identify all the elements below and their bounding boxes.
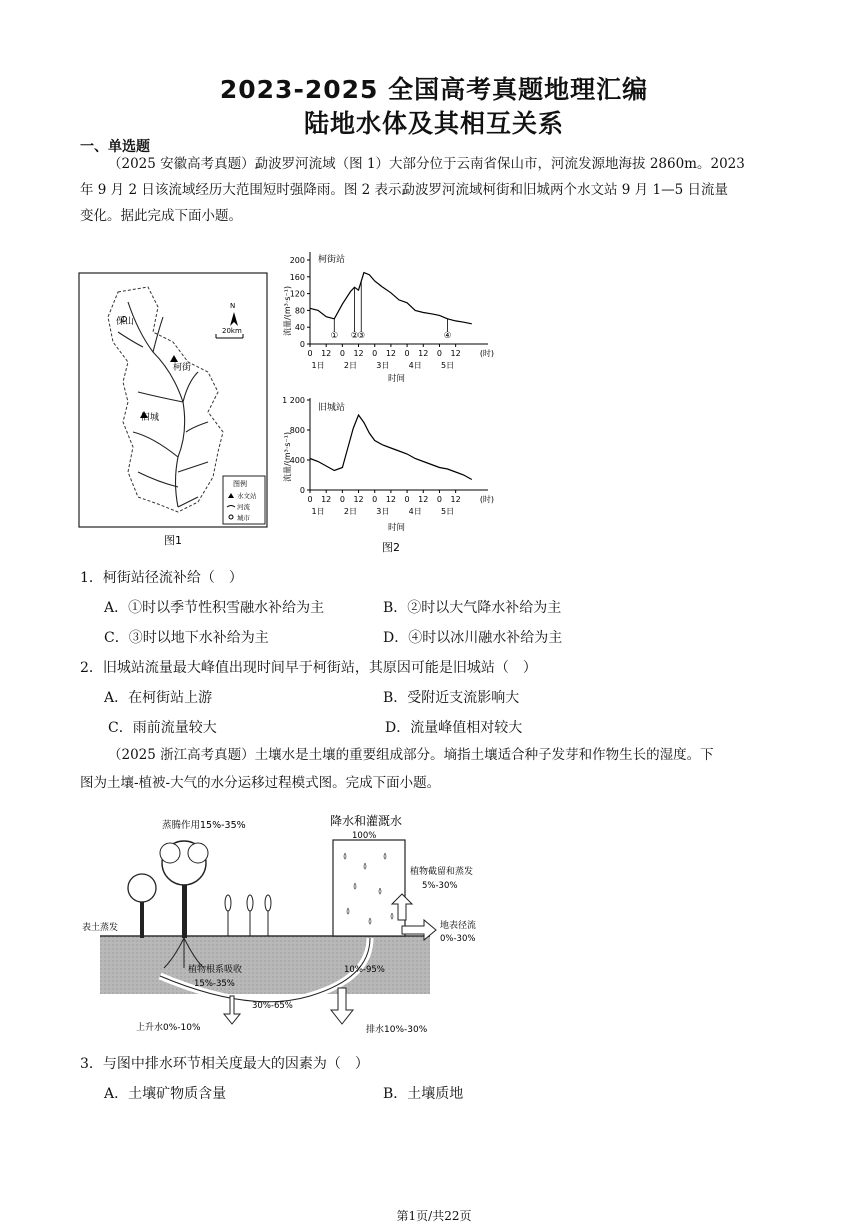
top-xunit: (时) bbox=[479, 349, 495, 358]
top-day-label: 2日 bbox=[343, 361, 358, 370]
bottom-xunit: (时) bbox=[479, 495, 495, 504]
bottom-ytick-label: 800 bbox=[289, 426, 305, 435]
label-interception-pct: 5%-30% bbox=[422, 881, 458, 891]
bottom-day-label: 3日 bbox=[376, 507, 390, 516]
bottom-ytick-label: 400 bbox=[289, 456, 305, 465]
label-baoshan: 保山 bbox=[116, 317, 135, 327]
basin-map-figure bbox=[78, 272, 268, 552]
legend-title: 图例 bbox=[233, 480, 247, 488]
marker-label: ③ bbox=[357, 331, 366, 341]
kejie-station-icon bbox=[170, 355, 178, 362]
intro1-line2: 年 9 月 2 日该流域经历大范围短时强降雨。图 2 表示勐波罗河流域柯街和旧城两个水文站 9 月 1—5 日流量 bbox=[80, 182, 728, 198]
soil-water-diagram bbox=[80, 808, 500, 1043]
bottom-xtick-label: 12 bbox=[450, 495, 461, 504]
label-runoff: 地表径流 bbox=[440, 921, 477, 931]
bottom-day-label: 5日 bbox=[440, 507, 455, 516]
bottom-ylabel: 流量/(m³·s⁻¹) bbox=[283, 431, 292, 482]
top-xtick-label: 12 bbox=[321, 349, 332, 358]
bottom-xtick-label: 12 bbox=[353, 495, 364, 504]
label-infiltration: 10%-95% bbox=[344, 965, 385, 975]
label-kejie: 柯街 bbox=[173, 363, 192, 373]
bottom-xtick-label: 0 bbox=[372, 495, 378, 504]
top-xlabel: 时间 bbox=[388, 374, 406, 384]
top-xtick-label: 12 bbox=[385, 349, 397, 358]
q2-option-c[interactable]: C．雨前流量较大 bbox=[108, 720, 217, 736]
label-storage: 30%-65% bbox=[252, 1001, 293, 1011]
label-jiucheng: 旧城 bbox=[141, 413, 160, 423]
top-ytick-label: 40 bbox=[294, 323, 305, 333]
bottom-xtick-label: 12 bbox=[418, 495, 429, 504]
label-rise: 上升水0%-10% bbox=[136, 1023, 201, 1033]
intro1-line3: 变化。据此完成下面小题。 bbox=[80, 208, 242, 224]
q1-option-d[interactable]: D．④时以冰川融水补给为主 bbox=[383, 630, 563, 646]
north-arrow-icon bbox=[230, 312, 238, 326]
fig1-caption: 图1 bbox=[164, 534, 182, 547]
top-ytick-label: 200 bbox=[289, 256, 305, 265]
top-day-label: 3日 bbox=[376, 361, 390, 370]
top-ytick-label: 160 bbox=[289, 272, 305, 282]
top-xtick-label: 0 bbox=[372, 349, 378, 358]
label-rain-pct: 100% bbox=[352, 831, 377, 841]
bottom-xtick-label: 0 bbox=[339, 495, 345, 504]
bottom-day-label: 4日 bbox=[408, 507, 422, 516]
question-3: 3．与图中排水环节相关度最大的因素为（ ） bbox=[80, 1056, 369, 1072]
marker-label: ① bbox=[330, 331, 339, 341]
q1-option-a[interactable]: A．①时以季节性积雪融水补给为主 bbox=[104, 600, 325, 616]
top-ylabel: 流量/(m³·s⁻¹) bbox=[283, 285, 292, 336]
marker-label: ② bbox=[350, 331, 359, 341]
top-station-label: 柯街站 bbox=[318, 255, 346, 265]
top-day-label: 4日 bbox=[408, 361, 422, 370]
label-soil-evap: 表土蒸发 bbox=[82, 923, 119, 933]
small-tree-icon bbox=[128, 874, 156, 938]
top-xtick-label: 12 bbox=[418, 349, 429, 358]
question-2: 2．旧城站流量最大峰值出现时间早于柯街站，其原因可能是旧城站（ ） bbox=[80, 660, 537, 676]
bottom-xtick-label: 12 bbox=[385, 495, 397, 504]
intro2-line1: （2025 浙江高考真题）土壤水是土壤的重要组成部分。墒指土壤适合种子发芽和作物生长的湿度。下 bbox=[108, 747, 714, 763]
top-xtick-label: 0 bbox=[307, 349, 313, 358]
bottom-xlabel: 时间 bbox=[388, 523, 406, 533]
label-transpiration: 蒸腾作用15%-35% bbox=[162, 820, 246, 831]
section-heading: 一、单选题 bbox=[80, 139, 150, 155]
q2-option-d[interactable]: D．流量峰值相对较大 bbox=[385, 720, 523, 736]
label-runoff-pct: 0%-30% bbox=[440, 934, 476, 944]
hydrograph-figure bbox=[278, 240, 508, 560]
bottom-ytick-label: 0 bbox=[299, 486, 305, 495]
tree-icon bbox=[160, 841, 208, 938]
top-ytick-label: 80 bbox=[294, 306, 305, 316]
bottom-xtick-label: 0 bbox=[436, 495, 443, 504]
bottom-xtick-label: 0 bbox=[307, 495, 313, 504]
label-root-pct: 15%-35% bbox=[194, 979, 235, 989]
top-day-label: 1日 bbox=[311, 361, 325, 370]
top-xtick-label: 0 bbox=[436, 349, 443, 358]
q2-option-a[interactable]: A．在柯街站上游 bbox=[104, 690, 213, 706]
q1-option-c[interactable]: C．③时以地下水补给为主 bbox=[104, 630, 269, 646]
bottom-xtick-label: 0 bbox=[404, 495, 410, 504]
legend-river: 河流 bbox=[237, 503, 250, 511]
scale-label: 20km bbox=[222, 327, 242, 335]
top-xtick-label: 12 bbox=[353, 349, 364, 358]
kejie-flow-line bbox=[310, 273, 472, 324]
bottom-station-label: 旧城站 bbox=[318, 403, 346, 413]
top-xtick-label: 0 bbox=[404, 349, 410, 358]
fig2-caption: 图2 bbox=[382, 541, 400, 554]
label-rain: 降水和灌溉水 bbox=[330, 814, 403, 828]
marker-label: ④ bbox=[443, 331, 452, 341]
top-xtick-label: 12 bbox=[450, 349, 461, 358]
jiucheng-flow-line bbox=[310, 415, 472, 480]
page-footer: 第1页/共22页 bbox=[396, 1209, 472, 1223]
label-drain: 排水10%-30% bbox=[366, 1025, 428, 1035]
bottom-ytick-label: 1 200 bbox=[282, 396, 305, 405]
top-ytick-label: 0 bbox=[299, 340, 305, 349]
paper-subtitle: 陆地水体及其相互关系 bbox=[303, 109, 564, 138]
top-day-label: 5日 bbox=[440, 361, 455, 370]
north-label: N bbox=[230, 302, 236, 310]
q3-option-b[interactable]: B．土壤质地 bbox=[383, 1086, 464, 1102]
legend-station: 水文站 bbox=[237, 492, 257, 500]
q2-option-b[interactable]: B．受附近支流影响大 bbox=[383, 690, 520, 706]
intro1-line1: （2025 安徽高考真题）勐波罗河流域（图 1）大部分位于云南省保山市，河流发源地海拔 2860m。2023 bbox=[108, 156, 745, 172]
intro2-line2: 图为土壤-植被-大气的水分运移过程模式图。完成下面小题。 bbox=[80, 775, 441, 791]
question-1: 1．柯街站径流补给（ ） bbox=[80, 570, 243, 586]
paper-title: 2023-2025 全国高考真题地理汇编 bbox=[219, 75, 649, 104]
label-root-uptake: 植物根系吸收 bbox=[188, 965, 243, 975]
crop-icon bbox=[225, 895, 271, 936]
bottom-day-label: 2日 bbox=[343, 507, 358, 516]
label-interception: 植物截留和蒸发 bbox=[410, 867, 474, 877]
top-xtick-label: 0 bbox=[339, 349, 345, 358]
q3-option-a[interactable]: A．土壤矿物质含量 bbox=[104, 1086, 227, 1102]
top-ytick-label: 120 bbox=[289, 289, 305, 299]
bottom-day-label: 1日 bbox=[311, 507, 325, 516]
legend-city: 城市 bbox=[237, 514, 250, 522]
q1-option-b[interactable]: B．②时以大气降水补给为主 bbox=[383, 600, 562, 616]
bottom-xtick-label: 12 bbox=[321, 495, 332, 504]
